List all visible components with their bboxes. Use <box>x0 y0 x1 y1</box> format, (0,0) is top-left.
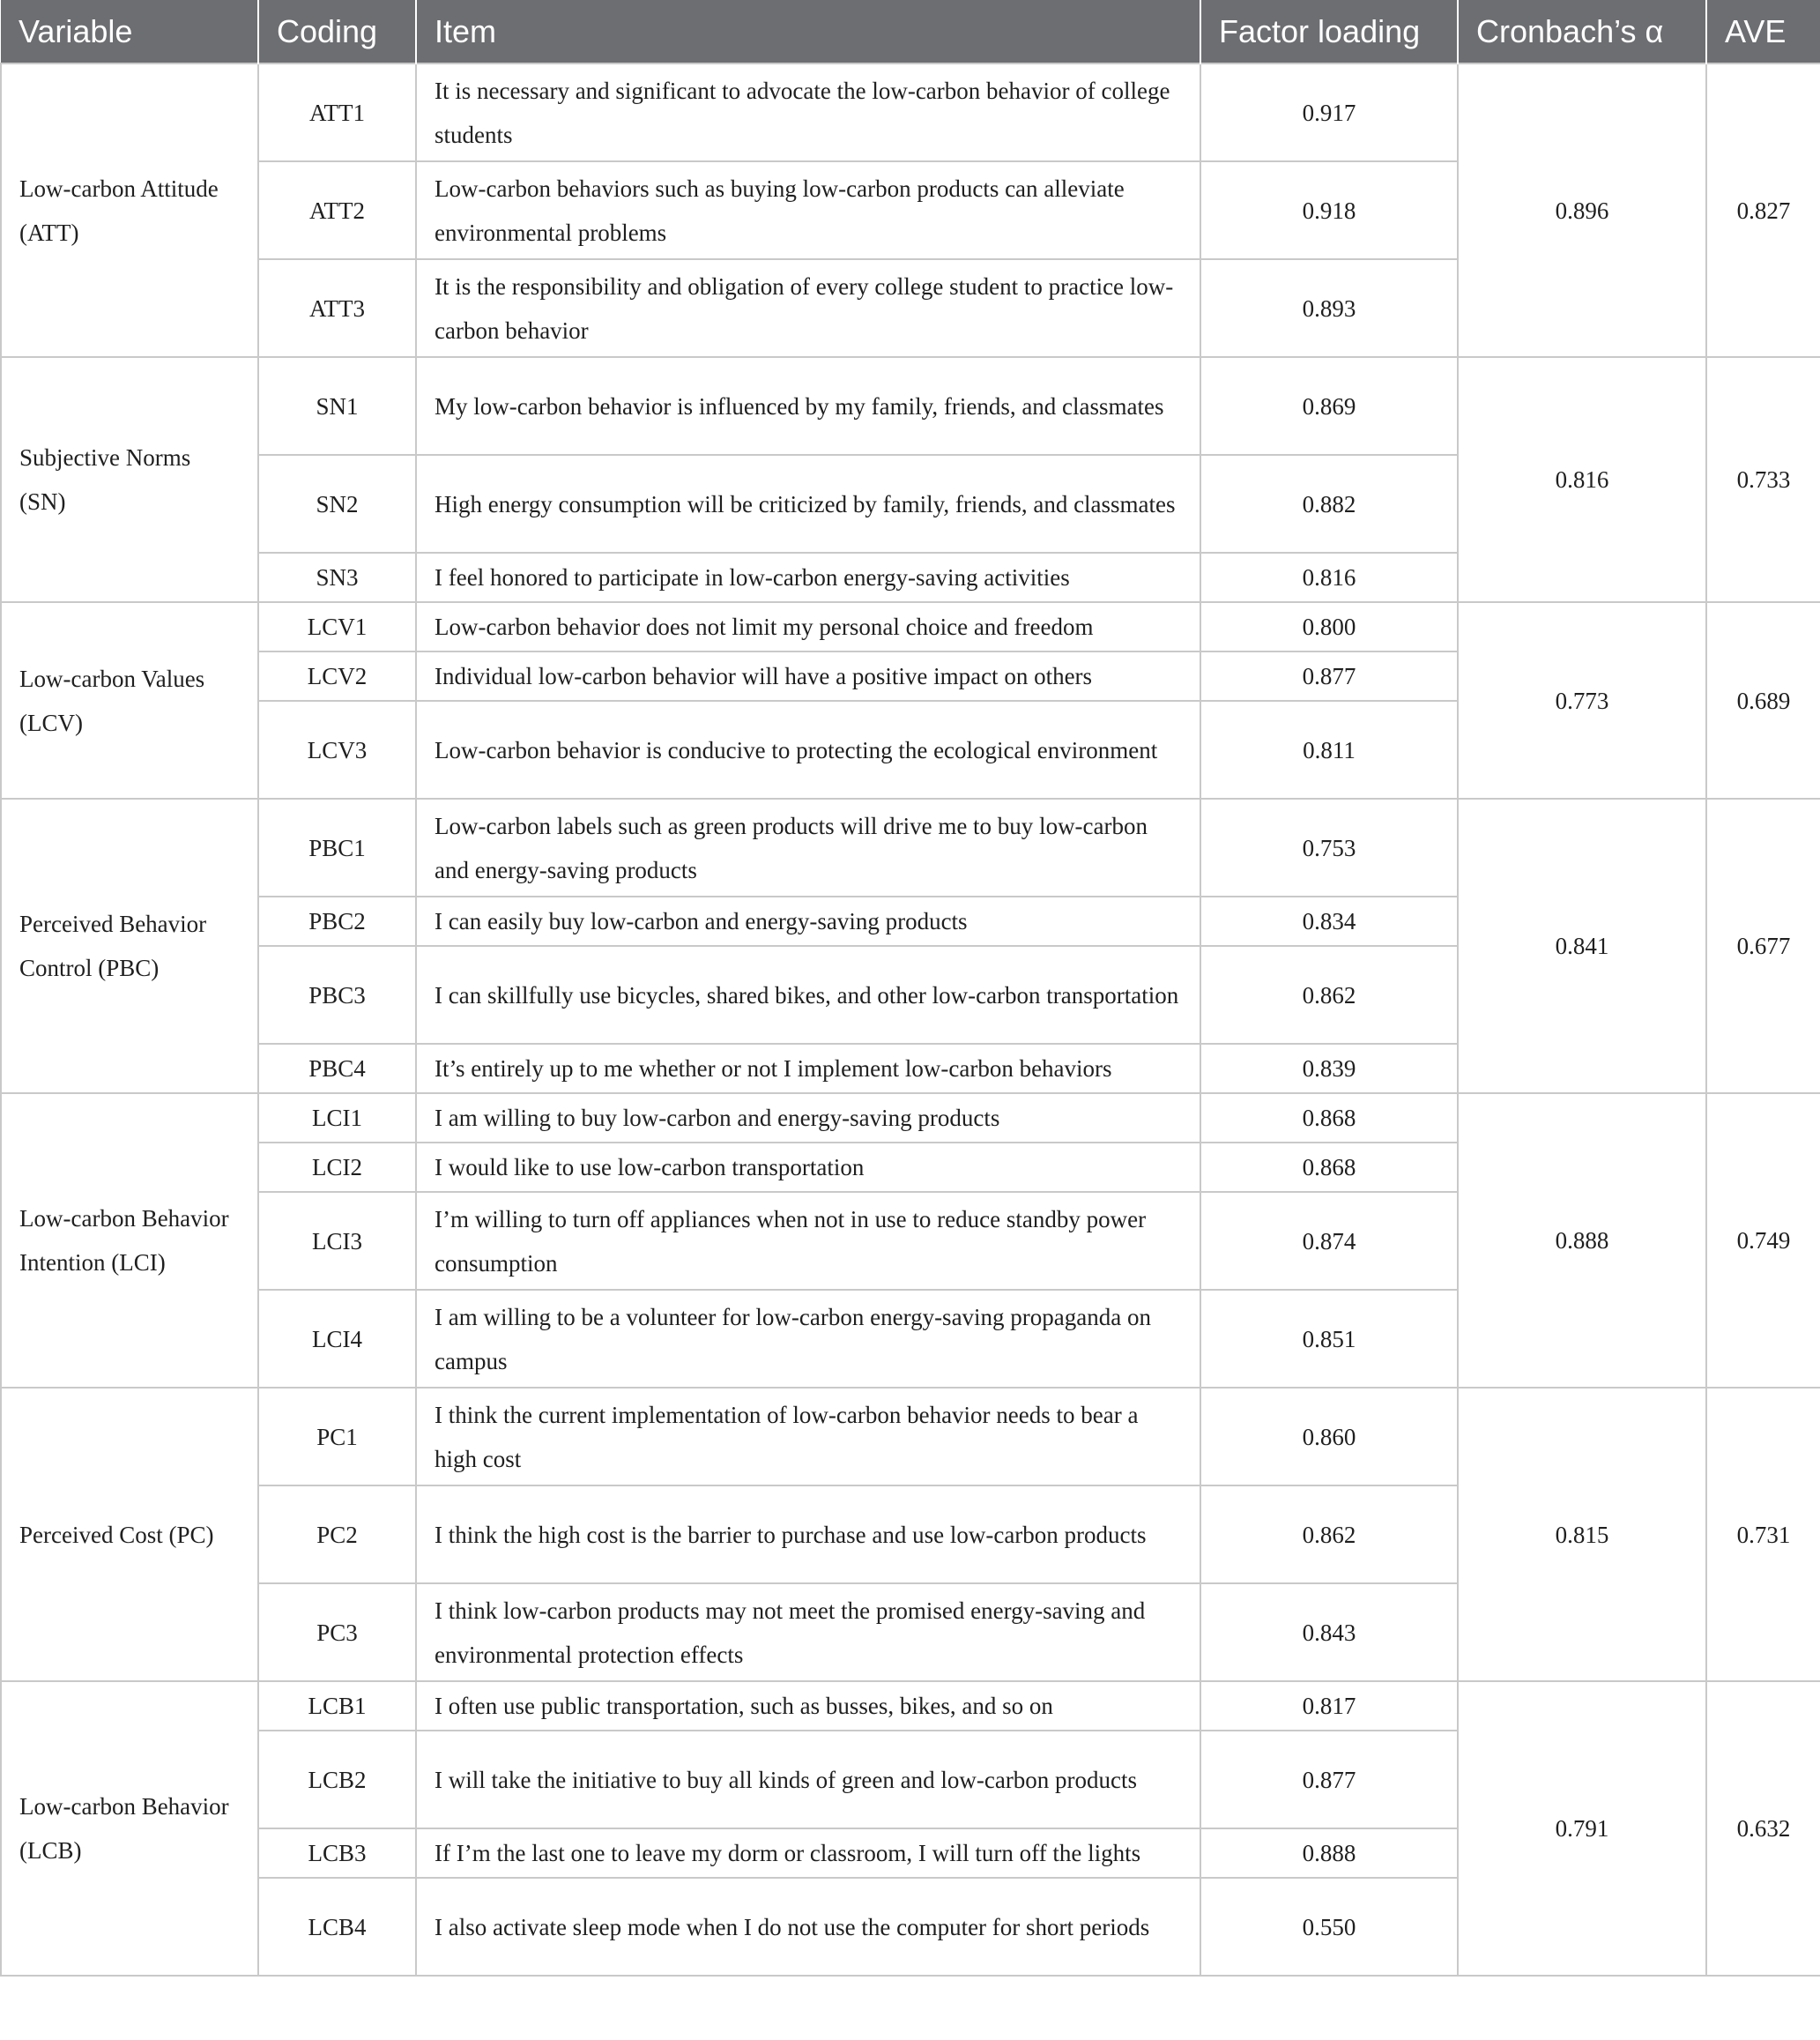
header-coding: Coding <box>258 0 416 63</box>
factor-loading-cell: 0.550 <box>1200 1878 1458 1976</box>
table-row <box>1 1388 1820 1485</box>
item-cell: Low-carbon behavior does not limit my personal choice and freedom <box>416 602 1200 651</box>
coding-cell: PC1 <box>258 1388 416 1485</box>
table-row <box>1 357 1820 455</box>
header-row <box>1 0 1820 63</box>
table-row <box>1 602 1820 651</box>
cronbach-alpha-cell: 0.815 <box>1458 1388 1706 1681</box>
item-cell: It’s entirely up to me whether or not I implement low-carbon behaviors <box>416 1044 1200 1093</box>
cronbach-alpha-cell: 0.888 <box>1458 1093 1706 1388</box>
item-cell: I can skillfully use bicycles, shared bikes, and other low-carbon transportation <box>416 946 1200 1044</box>
header-cronbach-alpha: Cronbach’s α <box>1458 0 1706 63</box>
item-cell: I think low-carbon products may not meet the promised energy-saving and environmental protection effects <box>416 1583 1200 1681</box>
factor-loading-cell: 0.868 <box>1200 1143 1458 1192</box>
factor-loading-cell: 0.843 <box>1200 1583 1458 1681</box>
ave-cell: 0.731 <box>1706 1388 1820 1681</box>
coding-cell: PBC1 <box>258 799 416 897</box>
ave-cell: 0.632 <box>1706 1681 1820 1976</box>
factor-loading-cell: 0.877 <box>1200 1731 1458 1828</box>
table-row <box>1 1093 1820 1143</box>
factor-loading-cell: 0.918 <box>1200 161 1458 259</box>
coding-cell: SN3 <box>258 553 416 602</box>
item-cell: I think the high cost is the barrier to purchase and use low-carbon products <box>416 1485 1200 1583</box>
variable-cell: Perceived Behavior Control (PBC) <box>1 799 258 1093</box>
coding-cell: ATT1 <box>258 63 416 161</box>
table-row <box>1 799 1820 897</box>
factor-loading-cell: 0.839 <box>1200 1044 1458 1093</box>
coding-cell: LCB2 <box>258 1731 416 1828</box>
ave-cell: 0.749 <box>1706 1093 1820 1388</box>
factor-loading-cell: 0.862 <box>1200 946 1458 1044</box>
variable-cell: Low-carbon Attitude (ATT) <box>1 63 258 357</box>
coding-cell: PC3 <box>258 1583 416 1681</box>
variable-cell: Subjective Norms (SN) <box>1 357 258 602</box>
factor-loading-cell: 0.862 <box>1200 1485 1458 1583</box>
coding-cell: LCB4 <box>258 1878 416 1976</box>
coding-cell: LCI3 <box>258 1192 416 1290</box>
cronbach-alpha-cell: 0.896 <box>1458 63 1706 357</box>
item-cell: Low-carbon behaviors such as buying low-carbon products can alleviate environmental problems <box>416 161 1200 259</box>
item-cell: My low-carbon behavior is influenced by my family, friends, and classmates <box>416 357 1200 455</box>
header-factor-loading: Factor loading <box>1200 0 1458 63</box>
item-cell: I often use public transportation, such as busses, bikes, and so on <box>416 1681 1200 1731</box>
factor-loading-cell: 0.834 <box>1200 897 1458 946</box>
factor-loading-cell: 0.893 <box>1200 259 1458 357</box>
factor-loading-cell: 0.882 <box>1200 455 1458 553</box>
ave-cell: 0.677 <box>1706 799 1820 1093</box>
coding-cell: LCI2 <box>258 1143 416 1192</box>
item-cell: I’m willing to turn off appliances when not in use to reduce standby power consumption <box>416 1192 1200 1290</box>
factor-loading-cell: 0.869 <box>1200 357 1458 455</box>
item-cell: I think the current implementation of low-carbon behavior needs to bear a high cost <box>416 1388 1200 1485</box>
item-cell: I am willing to be a volunteer for low-carbon energy-saving propaganda on campus <box>416 1290 1200 1388</box>
ave-cell: 0.733 <box>1706 357 1820 602</box>
variable-cell: Low-carbon Values (LCV) <box>1 602 258 799</box>
coding-cell: ATT2 <box>258 161 416 259</box>
factor-loading-cell: 0.851 <box>1200 1290 1458 1388</box>
coding-cell: SN2 <box>258 455 416 553</box>
item-cell: It is the responsibility and obligation of every college student to practice low-carbon behavior <box>416 259 1200 357</box>
item-cell: Low-carbon behavior is conducive to protecting the ecological environment <box>416 701 1200 799</box>
coding-cell: ATT3 <box>258 259 416 357</box>
item-cell: It is necessary and significant to advocate the low-carbon behavior of college students <box>416 63 1200 161</box>
cronbach-alpha-cell: 0.791 <box>1458 1681 1706 1976</box>
coding-cell: PBC4 <box>258 1044 416 1093</box>
variable-cell: Low-carbon Behavior Intention (LCI) <box>1 1093 258 1388</box>
factor-loading-cell: 0.817 <box>1200 1681 1458 1731</box>
coding-cell: LCB1 <box>258 1681 416 1731</box>
item-cell: Low-carbon labels such as green products will drive me to buy low-carbon and energy-saving products <box>416 799 1200 897</box>
coding-cell: LCV2 <box>258 651 416 701</box>
coding-cell: SN1 <box>258 357 416 455</box>
coding-cell: LCV1 <box>258 602 416 651</box>
ave-cell: 0.689 <box>1706 602 1820 799</box>
item-cell: Individual low-carbon behavior will have a positive impact on others <box>416 651 1200 701</box>
item-cell: I will take the initiative to buy all kinds of green and low-carbon products <box>416 1731 1200 1828</box>
coding-cell: PBC2 <box>258 897 416 946</box>
variable-cell: Perceived Cost (PC) <box>1 1388 258 1681</box>
cronbach-alpha-cell: 0.841 <box>1458 799 1706 1093</box>
factor-loading-cell: 0.868 <box>1200 1093 1458 1143</box>
item-cell: I would like to use low-carbon transportation <box>416 1143 1200 1192</box>
variable-cell: Low-carbon Behavior (LCB) <box>1 1681 258 1976</box>
coding-cell: LCB3 <box>258 1828 416 1878</box>
header-variable: Variable <box>1 0 258 63</box>
factor-loading-cell: 0.877 <box>1200 651 1458 701</box>
factor-loading-cell: 0.811 <box>1200 701 1458 799</box>
factor-loading-cell: 0.874 <box>1200 1192 1458 1290</box>
cronbach-alpha-cell: 0.816 <box>1458 357 1706 602</box>
item-cell: If I’m the last one to leave my dorm or classroom, I will turn off the lights <box>416 1828 1200 1878</box>
table-row <box>1 1681 1820 1731</box>
header-ave: AVE <box>1706 0 1820 63</box>
factor-loading-cell: 0.888 <box>1200 1828 1458 1878</box>
coding-cell: LCI4 <box>258 1290 416 1388</box>
coding-cell: PBC3 <box>258 946 416 1044</box>
coding-cell: PC2 <box>258 1485 416 1583</box>
ave-cell: 0.827 <box>1706 63 1820 357</box>
factor-loading-cell: 0.753 <box>1200 799 1458 897</box>
item-cell: I feel honored to participate in low-carbon energy-saving activities <box>416 553 1200 602</box>
coding-cell: LCI1 <box>258 1093 416 1143</box>
cronbach-alpha-cell: 0.773 <box>1458 602 1706 799</box>
item-cell: I can easily buy low-carbon and energy-saving products <box>416 897 1200 946</box>
item-cell: I am willing to buy low-carbon and energy-saving products <box>416 1093 1200 1143</box>
factor-loading-cell: 0.860 <box>1200 1388 1458 1485</box>
header-item: Item <box>416 0 1200 63</box>
item-cell: I also activate sleep mode when I do not use the computer for short periods <box>416 1878 1200 1976</box>
coding-cell: LCV3 <box>258 701 416 799</box>
factor-loading-cell: 0.800 <box>1200 602 1458 651</box>
factor-loading-cell: 0.816 <box>1200 553 1458 602</box>
factor-loading-cell: 0.917 <box>1200 63 1458 161</box>
item-cell: High energy consumption will be criticized by family, friends, and classmates <box>416 455 1200 553</box>
table-row <box>1 63 1820 161</box>
